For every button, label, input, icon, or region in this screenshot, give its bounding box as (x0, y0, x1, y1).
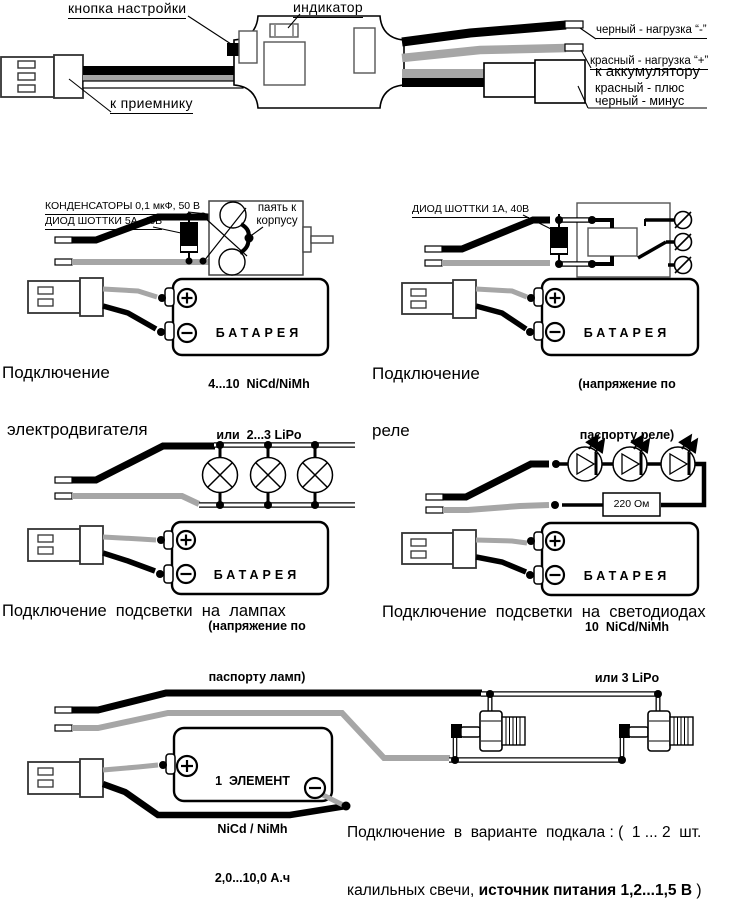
glow-plug-icon (451, 711, 525, 751)
leds-battery-text: БАТАРЕЯ 10 NiCd/NiMh или 3 LiPo (583, 569, 671, 685)
power-connector-icon (402, 280, 476, 318)
minus-terminal-icon (178, 324, 196, 342)
device-body (227, 16, 404, 108)
motor-battery-text: БАТАРЕЯ 4...10 NiCd/NiMh или 2...3 LiPo (208, 326, 310, 442)
load-wires (402, 21, 583, 58)
schottky-diode-label: ДИОД ШОТТКИ 5А, 40В (45, 216, 162, 230)
glow-battery-text: 1 ЭЛЕМЕНТ NiCd / NiMh 2,0...10,0 А.ч (214, 773, 291, 885)
resistor-label: 220 Ом (613, 498, 650, 510)
receiver-label: к приемнику (110, 96, 193, 114)
relay-caption: Подключение реле (372, 364, 480, 441)
indicator-label: индикатор (293, 0, 363, 18)
power-connector-icon (402, 530, 476, 568)
battery-minus-label: черный - минус (595, 94, 685, 108)
glow-plug-icon (619, 711, 693, 751)
battery-plus-label: красный - плюс (595, 81, 685, 95)
lamps-caption: Подключение подсветки на лампах (2, 602, 286, 620)
lamps-battery-text: БАТАРЕЯ (напряжение по паспорту ламп) (208, 568, 306, 684)
leds-caption: Подключение подсветки на светодиодах (382, 603, 706, 621)
battery-title-label: к аккумулятору (595, 63, 700, 80)
solder-to-case-label: паять к корпусу (256, 202, 298, 227)
relay-battery-text: БАТАРЕЯ (напряжение по паспорту реле) (578, 326, 676, 442)
battery-plug-icon (484, 60, 585, 103)
motor-caption: Подключение электродвигателя (2, 363, 148, 440)
power-connector-icon (28, 526, 103, 564)
setup-button-label: кнопка настройки (68, 1, 186, 19)
indicator-led-icon (270, 24, 298, 37)
load-minus-label: черный - нагрузка “-” (596, 24, 707, 39)
schottky-diode-label: ДИОД ШОТТКИ 1А, 40В (412, 204, 529, 218)
screw-terminal-icon (675, 257, 692, 274)
battery-cable (402, 60, 585, 103)
receiver-cable (83, 66, 243, 88)
screw-terminal-icon (675, 212, 692, 229)
capacitors-label: КОНДЕНСАТОРЫ 0,1 мкФ, 50 В (45, 201, 200, 215)
receiver-connector-icon (1, 55, 83, 98)
power-connector-icon (28, 278, 103, 316)
power-connector-icon (28, 759, 103, 797)
glow-caption: Подключение в варианте подкала : ( 1 ... 2 шт. калильных свечи, источник питания 1,2...1,5 В ) (347, 824, 702, 900)
load-plus-label: красный - нагрузка “+” (590, 55, 708, 70)
screw-terminal-icon (675, 234, 692, 251)
relay-icon (558, 203, 692, 277)
relay-coil (588, 228, 637, 256)
plus-terminal-icon (178, 289, 196, 307)
